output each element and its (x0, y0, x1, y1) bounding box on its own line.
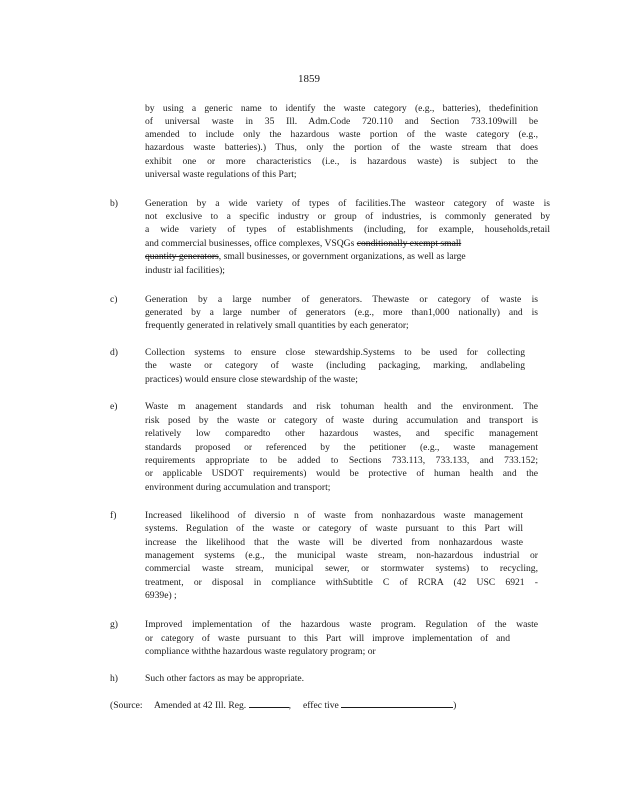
item-line: Improved implementation of the hazardous waste program. Regulation of the waste (145, 619, 538, 630)
intro-line: exhibit one or more characteristics (i.e., is hazardous waste) is subject to the (145, 156, 538, 167)
intro-line: amended to include only the hazardous waste portion of the waste category (e.g., (145, 129, 538, 140)
item-line (145, 250, 550, 263)
item-line: not exclusive to a specific industry or group of industries, is commonly generated by (145, 211, 550, 222)
source-note: (Source: Amended at 42 Ill. Reg. , effec tive ) (110, 700, 457, 711)
item-line: Such other factors as may be appropriate. (145, 673, 305, 684)
item-line: Waste m anagement standards and risk tohuman health and the environment. The (145, 401, 538, 412)
item-line: relatively low comparedto other hazardous wastes, and specific management (145, 428, 538, 439)
page-number: 1859 (298, 73, 320, 85)
item-line: a wide variety of types of establishments (including, for example, households,retail (145, 224, 550, 235)
intro-line: of universal waste in 35 Ill. Adm.Code 720.110 and Section 733.109will be (145, 116, 538, 127)
deleted-text: conditionally exempt small (356, 238, 462, 249)
item-line: or applicable USDOT requirements) would be protective of human health and the (145, 468, 538, 479)
item-line: or category of waste pursuant to this Part will improve implementation of and (145, 633, 510, 644)
item-text: and commercial businesses, office complexes, VSQGs (145, 238, 355, 249)
intro-line: by using a generic name to identify the waste category (e.g., batteries), thedefinition (145, 103, 538, 114)
effective-date-blank (341, 698, 453, 708)
item-line: environment during accumulation and transport; (145, 482, 331, 493)
source-close: ) (453, 700, 457, 711)
item-line: management systems (e.g., the municipal waste stream, non-hazardous industrial or (145, 550, 538, 561)
deleted-text: quantity generators (145, 251, 219, 262)
item-line: frequently generated in relatively small quantities by each generator; (145, 320, 409, 331)
source-effective: effec tive (302, 700, 339, 711)
item-line: Collection systems to ensure close stewardship.Systems to be used for collecting (145, 347, 525, 358)
item-text: , small businesses, or government organizations, as well as large (218, 251, 466, 262)
item-line: generated by a large number of generators (e.g., more than1,000 nationally) and is (145, 307, 538, 318)
item-label: h) (110, 673, 118, 684)
item-line: compliance withthe hazardous waste regulatory program; or (145, 646, 376, 657)
intro-line: hazardous waste batteries).) Thus, only the portion of the waste stream that does (145, 142, 538, 153)
item-line: Increased likelihood of diversio n of waste from nonhazardous waste management (145, 510, 523, 521)
item-line: requirements appropriate to be added to Sections 733.113, 733.133, and 733.152; (145, 455, 538, 466)
item-label: f) (110, 510, 117, 521)
source-amended: Amended at 42 Ill. Reg. (153, 700, 247, 711)
intro-line: universal waste regulations of this Part; (145, 169, 297, 180)
item-line: systems. Regulation of the waste or category of waste pursuant to this Part will (145, 523, 523, 534)
item-line: 6939e) ; (145, 590, 177, 601)
source-prefix: (Source: (110, 700, 143, 711)
item-line: industr ial facilities); (145, 265, 225, 276)
item-line: standards proposed or referenced by the petitioner (e.g., waste management (145, 442, 538, 453)
item-line: treatment, or disposal in compliance withSubtitle C of RCRA (42 USC 6921 - (145, 577, 538, 588)
item-label: d) (110, 347, 118, 358)
item-line: commercial waste stream, municipal sewer, or stormwater systems) to recycling, (145, 563, 538, 574)
item-line: risk posed by the waste or category of waste during accumulation and transport is (145, 415, 538, 426)
item-label: e) (110, 401, 118, 412)
item-label: c) (110, 294, 118, 305)
item-label: b) (110, 198, 118, 209)
item-label: g) (110, 619, 118, 630)
item-line: Generation by a wide variety of types of facilities.The wasteor category of waste is (145, 198, 550, 209)
item-line (145, 237, 550, 250)
item-line: increase the likelihood that the waste will be diverted from nonhazardous waste (145, 537, 523, 548)
volume-blank (249, 698, 289, 708)
item-line: practices) would ensure close stewardship of the waste; (145, 374, 358, 385)
item-line: the waste or category of waste (including packaging, marking, andlabeling (145, 360, 525, 371)
item-line: Generation by a large number of generators. Thewaste or category of waste is (145, 294, 538, 305)
